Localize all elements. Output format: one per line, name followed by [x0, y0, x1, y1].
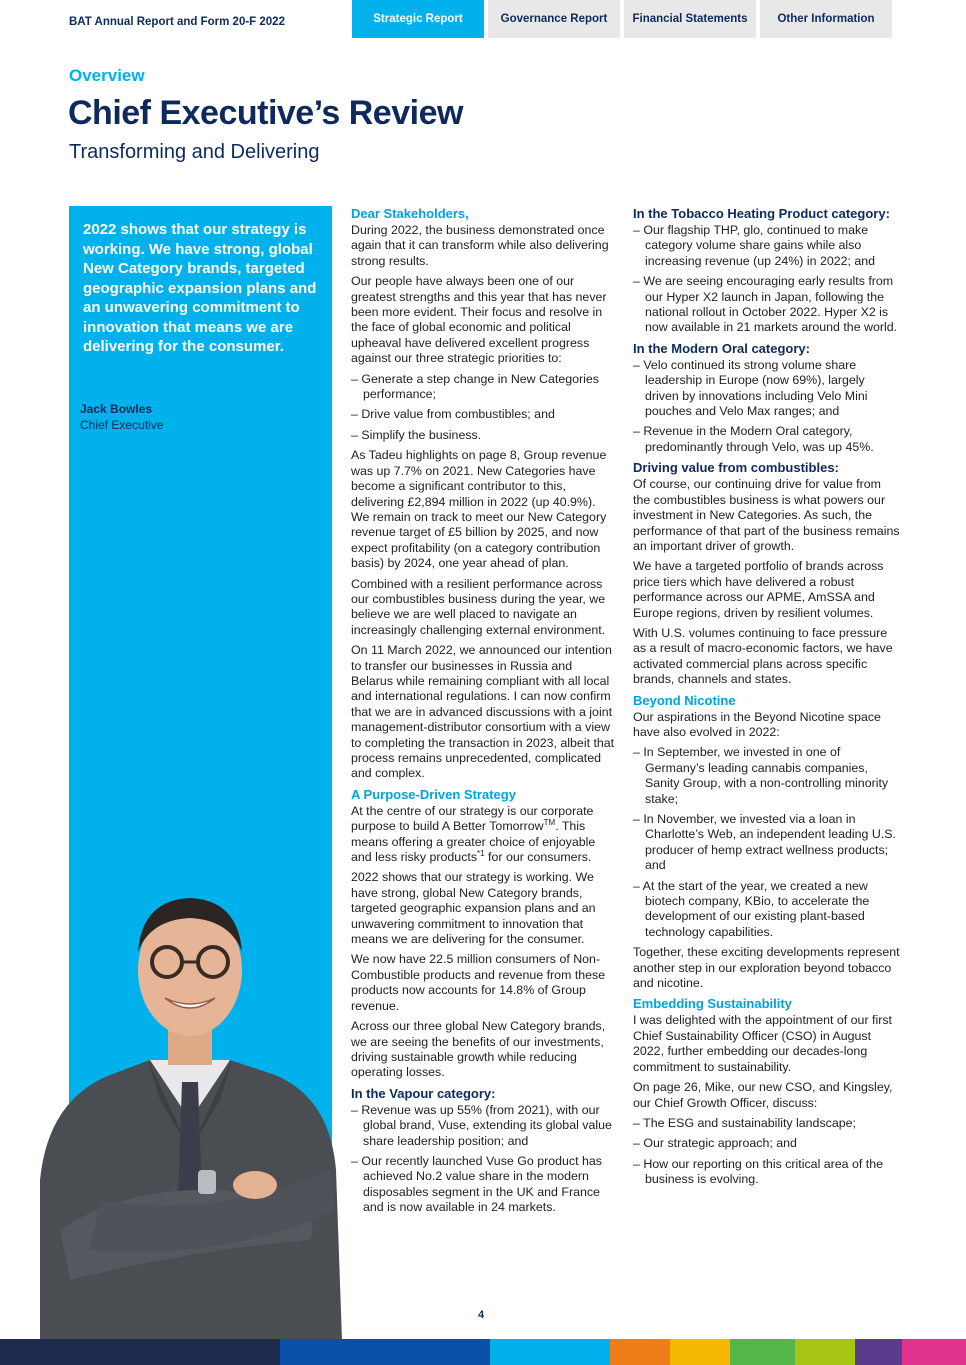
page-title: Chief Executive’s Review [68, 94, 463, 132]
text-run: At the centre of our strategy is our corporate purpose to build A Better Tomorrow [351, 803, 594, 834]
list-item: – Revenue was up 55% (from 2021), with our global brand, Vuse, extending its global value share leadership position; and [351, 1103, 616, 1149]
paragraph: We have a targeted portfolio of brands across price tiers which have delivered a robust performance across our APME, AmSSA and Europe regions, driven by resilient volumes. [633, 559, 884, 620]
footer-segment [280, 1339, 490, 1365]
paragraph: On 11 March 2022, we announced our intention to transfer our businesses in Russia and Belarus while remaining compliant with all local and international regulations. I can now confirm that we are in advanced discussions with a joint management-distributor consortium with a view to completing the transaction in 2023, albeit that process remains unprecedented, complicated and complex. [351, 643, 615, 781]
paragraph [351, 804, 616, 866]
thp-list [633, 223, 901, 336]
section-label: Overview [69, 66, 145, 85]
list-item: – Velo continued its strong volume share leadership in Europe (now 69%), largely driven by innovations including Velo Mini pouches and Velo Max ranges; and [633, 358, 901, 420]
paragraph: Our people have always been one of our greatest strengths and this year that has never been more evident. Their focus and resolve in the face of global economic and political upheaval have delivered excellent progress against our three strategic priorities to: [351, 274, 607, 366]
heading-beyond-nicotine: Beyond Nicotine [633, 692, 736, 708]
paragraph: During 2022, the business demonstrated once again that it can transform while also delivering strong results. [351, 223, 609, 268]
list-item: – We are seeing encouraging early results from our Hyper X2 launch in Japan, following the national rollout in October 2022. Hyper X2 is now available in 21 markets around the world. [633, 274, 901, 336]
list-item: – Drive value from combustibles; and [351, 407, 616, 422]
priorities-list [351, 372, 616, 444]
paragraph: I was delighted with the appointment of our first Chief Sustainability Officer (CSO) in August 2022, further embedding our decades-long commitment to sustainability. [633, 1013, 892, 1074]
sustainability-list [633, 1116, 901, 1188]
list-item: – At the start of the year, we created a new biotech company, KBio, to accelerate the development of our existing plant-based technology capabilities. [633, 879, 901, 941]
footer-segment [490, 1339, 610, 1365]
vapour-list [351, 1103, 616, 1216]
page-number: 4 [478, 1309, 485, 1321]
list-item: – Our recently launched Vuse Go product has achieved No.2 value share in the modern disposables segment in the UK and France and is now available in 24 markets. [351, 1154, 616, 1216]
paragraph: Together, these exciting developments represent another step in our exploration beyond tobacco and nicotine. [633, 945, 900, 991]
paragraph: Across our three global New Category brands, we are seeing the benefits of our investments, driving sustainable growth while reducing operating losses. [351, 1019, 606, 1080]
heading-combustibles: Driving value from combustibles: [633, 460, 839, 476]
text-run: . This means offering a greater choice of enjoyable and less risky products [351, 819, 596, 865]
quote-author: Jack Bowles [80, 402, 153, 416]
footer-segment [670, 1339, 730, 1365]
heading-dear-stakeholders: Dear Stakeholders, [351, 206, 469, 221]
list-item: – Generate a step change in New Categories performance; [351, 372, 616, 403]
paragraph: On page 26, Mike, our new CSO, and Kingsley, our Chief Growth Officer, discuss: [633, 1080, 893, 1110]
chief-executive-portrait [30, 870, 342, 1340]
paragraph: As Tadeu highlights on page 8, Group revenue was up 7.7% on 2021. New Categories have become a significant contributor to this, delivering £2,894 million in 2022 (up 40.9%). We remain on track to meet our New Category revenue target of £5 billion by 2025, and now expect profitability (on a category contribution basis) by 2024, one year ahead of plan. [351, 448, 607, 571]
list-item: – Our strategic approach; and [633, 1136, 901, 1151]
paragraph: Our aspirations in the Beyond Nicotine space have also evolved in 2022: [633, 709, 881, 739]
list-item: – Revenue in the Modern Oral category, predominantly through Velo, was up 45%. [633, 424, 901, 455]
heading-purpose-driven-strategy: A Purpose-Driven Strategy [351, 786, 516, 802]
footer-segment [795, 1339, 855, 1365]
list-item: – Our flagship THP, glo, continued to make category volume share gains while also increasing revenue (up 24%) in 2022; and [633, 223, 901, 269]
paragraph: 2022 shows that our strategy is working. We have strong, global New Category brands, targeted geographic expansion plans and an unwavering commitment to innovation that means we are delivering for the consumer. [351, 870, 596, 947]
footer-segment [730, 1339, 795, 1365]
quote-author-role: Chief Executive [80, 418, 164, 432]
tab-other-information[interactable]: Other Information [760, 0, 892, 38]
report-title: BAT Annual Report and Form 20-F 2022 [69, 16, 285, 28]
text-run: for our consumers. [484, 850, 592, 865]
heading-vapour-category: In the Vapour category: [351, 1085, 496, 1101]
heading-embedding-sustainability: Embedding Sustainability [633, 996, 792, 1012]
page-subtitle: Transforming and Delivering [69, 141, 320, 163]
pull-quote: 2022 shows that our strategy is working. We have strong, global New Category brands, targeted geographic expansion plans and an unwavering commitment to innovation that means we are delivering for the consumer. [83, 221, 317, 355]
footer-segment [855, 1339, 902, 1365]
tab-financial-statements[interactable]: Financial Statements [624, 0, 756, 38]
paragraph: Combined with a resilient performance across our combustibles business during the year, we believe we are well placed to navigate an increasingly challenging external environment. [351, 576, 606, 637]
list-item: – The ESG and sustainability landscape; [633, 1116, 901, 1131]
footnote-ref[interactable]: *1 [477, 848, 485, 858]
footer-segment [902, 1339, 966, 1365]
article-column-1 [351, 206, 616, 1221]
list-item: – In November, we invested via a loan in Charlotte’s Web, an independent leading U.S. producer of hemp extract wellness products; and [633, 812, 901, 874]
list-item: – In September, we invested in one of Germany’s leading cannabis companies, Sanity Group, with a non-controlling minority stake; [633, 745, 901, 807]
list-item: – How our reporting on this critical area of the business is evolving. [633, 1157, 901, 1188]
footer-segment [0, 1339, 280, 1365]
trademark-mark: TM [543, 818, 556, 828]
beyond-nicotine-list [633, 745, 901, 940]
paragraph: Of course, our continuing drive for value from the combustibles business is what powers our investment in New Categories. As such, the performance of that part of the business remains an important driver of growth. [633, 477, 900, 553]
tab-governance-report[interactable]: Governance Report [488, 0, 620, 38]
article-column-2 [633, 206, 901, 1193]
modern-oral-list [633, 358, 901, 455]
paragraph: We now have 22.5 million consumers of Non-Combustible products and revenue from these products now accounts for 14.8% of Group revenue. [351, 952, 606, 1013]
heading-modern-oral: In the Modern Oral category: [633, 340, 810, 356]
paragraph: With U.S. volumes continuing to face pressure as a result of macro-economic factors, we have activated commercial plans across specific brands, channels and states. [633, 625, 893, 687]
footer-segment [610, 1339, 670, 1365]
section-nav [352, 0, 896, 38]
list-item: – Simplify the business. [351, 428, 616, 443]
heading-thp-category: In the Tobacco Heating Product category: [633, 206, 890, 221]
tab-strategic-report[interactable]: Strategic Report [352, 0, 484, 38]
footer-color-bar [0, 1339, 966, 1365]
